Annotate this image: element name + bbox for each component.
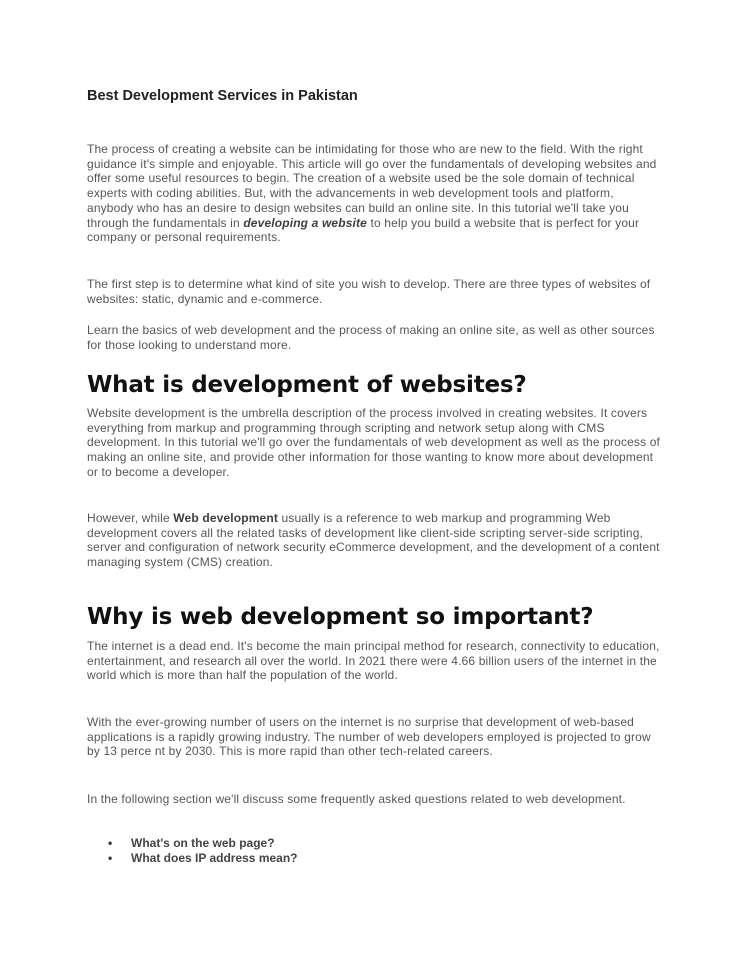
section1-paragraph-1: Website development is the umbrella description of the process involved in creating websites. It covers everything from markup and programming through scripting and network setup along with CMS development. In this tutorial we'll go over the fundamentals of web development as well as the process of making an online site, and provide other information for those wanting to know more about development or to become a developer.	[87, 406, 661, 479]
section2-paragraph-2: With the ever-growing number of users on the internet is no surprise that development of web-based applications is a rapidly growing industry. The number of web developers employed is projected to grow by 13 perce nt by 2030. This is more rapid than other tech-related careers.	[87, 715, 651, 759]
document-title: Best Development Services in Pakistan	[87, 88, 358, 104]
section1-paragraph-2-text-b: usually is a reference to web markup and programming Web development covers all the related tasks of development like client-side scripting server-side scripting, server and configuration of network security eCommerce development, and the development of a content managing system (CMS) creation.	[87, 511, 660, 570]
intro-paragraph-2: The first step is to determine what kind of site you wish to develop. There are three types of websites of websites: static, dynamic and e-commerce.	[87, 277, 651, 306]
intro-paragraph-1-text-b: to help you build a website that is perfect for your company or personal requirements.	[87, 215, 640, 245]
list-item: • What does IP address mean?	[87, 851, 298, 866]
list-item: • What's on the web page?	[87, 836, 298, 851]
intro-paragraph-1-text-a: The process of creating a website can be intimidating for those who are new to the field. With the right guidance it's simple and enjoyable. This article will go over the fundamentals of developing websites and offer some useful resources to begin. The creation of a website used be the sole domain of technical experts with coding abilities. But, with the advancements in web development tools and platform, anybody who has an desire to design websites can build an online site. In this tutorial we'll take you through the fundamentals in	[87, 142, 657, 230]
section1-paragraph-2	[87, 511, 662, 570]
section-heading-why-important: Why is web development so important?	[87, 604, 594, 630]
web-development-bold: Web development	[173, 511, 279, 525]
section2-paragraph-1: The internet is a dead end. It's become the main principal method for research, connectivity to education, entertainment, and research all over the world. In 2021 there were 4.66 billion users of the internet in the world which is more than half the population of the world.	[87, 639, 660, 683]
intro-paragraph-1	[87, 142, 662, 245]
faq-bullet-list	[87, 836, 298, 866]
developing-a-website-link[interactable]: developing a website	[243, 215, 368, 230]
section1-paragraph-2-text-a: However, while	[87, 511, 174, 525]
intro-paragraph-3: Learn the basics of web development and the process of making an online site, as well as other sources for those looking to understand more.	[87, 323, 655, 352]
section-heading-what-is-development: What is development of websites?	[87, 372, 527, 398]
section2-paragraph-3: In the following section we'll discuss some frequently asked questions related to web development.	[87, 792, 626, 806]
